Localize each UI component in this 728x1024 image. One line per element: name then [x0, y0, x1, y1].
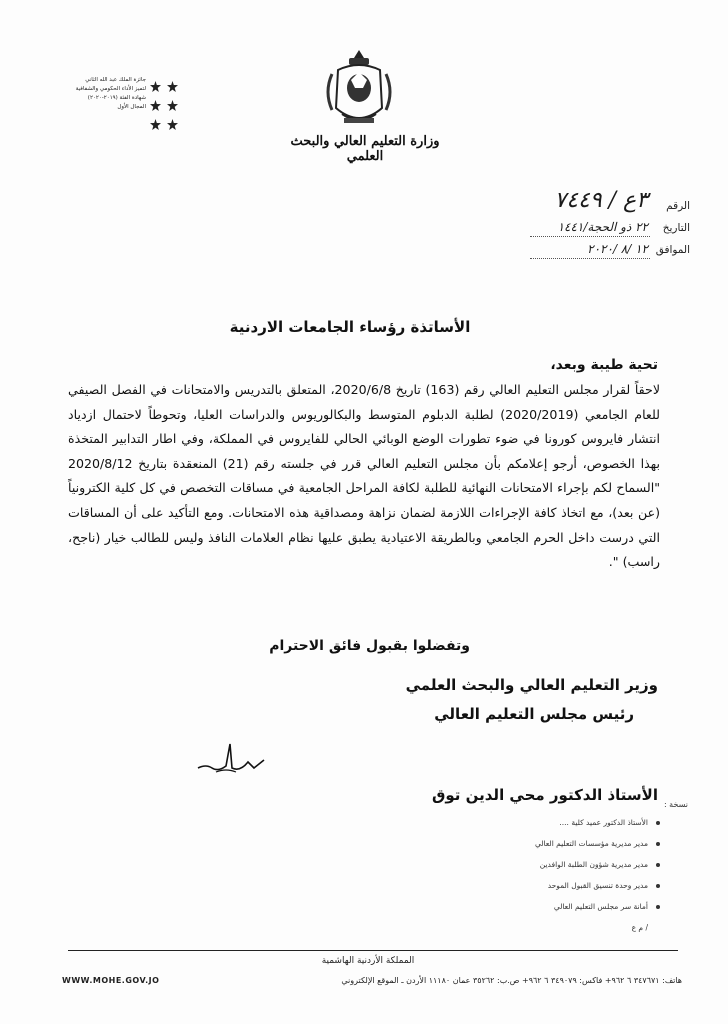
cc-heading: نسخة :	[663, 800, 688, 809]
bullet-icon	[656, 821, 660, 825]
award-line: شهادة الفئة (٢٠١٩-٢٠٢٠)	[87, 95, 146, 101]
bullet-icon	[656, 884, 660, 888]
bullet-icon	[656, 905, 660, 909]
reference-number-label: الرقم	[666, 200, 690, 212]
award-line: المجال الأول	[117, 104, 146, 110]
gregorian-date-value: ١٢ /٨ /٢٠٢٠	[587, 242, 648, 256]
ministry-name: وزارة التعليم العالي والبحث العلمي	[290, 134, 440, 164]
closing-line: وتفضلوا بقبول فائق الاحترام	[269, 638, 470, 654]
cc-initials: / م ع	[631, 923, 648, 932]
award-line: لتميز الأداء الحكومي والشفافية	[75, 86, 146, 92]
signer-name: الأستاذ الدكتور محي الدين توق	[431, 786, 658, 804]
reference-number-row	[510, 188, 690, 218]
signer-title-minister: وزير التعليم العالي والبحث العلمي	[405, 676, 658, 694]
recipient-line: الأساتذة رؤساء الجامعات الاردنية	[229, 318, 471, 336]
footer-country: المملكة الأردنية الهاشمية	[321, 956, 415, 966]
reference-number-value: ٣ع / ٧٤٤٩	[554, 188, 648, 213]
award-star-icon	[150, 119, 161, 130]
signer-title-council: رئيس مجلس التعليم العالي	[434, 705, 634, 723]
contact-details: هاتف: ٣٤٧٦٧١ ٦ ٩٦٢+ فاكس: ٣٤٩٠٧٩ ٦ ٩٦٢+ ص.ب: ٣٥٢٦٢ عمان ١١١٨٠ الأردن ـ الموقع الإلكتروني	[341, 976, 682, 985]
award-emblems	[150, 80, 180, 137]
cc-item: أمانة سر مجلس التعليم العالي	[553, 902, 648, 911]
gregorian-date-label: الموافق	[655, 244, 690, 256]
king-abdullah-award	[70, 76, 180, 146]
website-link[interactable]: WWW.MOHE.GOV.JO	[62, 976, 160, 985]
footer-contact	[62, 976, 682, 992]
award-star-icon	[150, 100, 161, 111]
footer-divider	[68, 950, 678, 951]
letter-body	[68, 378, 660, 575]
award-line: جائزة الملك عبد الله الثاني	[85, 77, 146, 83]
cc-item: مدير مديرية مؤسسات التعليم العالي	[534, 839, 648, 848]
award-star-icon	[150, 81, 161, 92]
award-star-icon	[167, 81, 178, 92]
reference-block	[510, 188, 690, 262]
award-star-icon	[167, 119, 178, 130]
hijri-date-value: ٢٢ ذو الحجة/١٤٤١	[557, 220, 648, 234]
body-paragraph: لاحقاً لقرار مجلس التعليم العالي رقم (163) تاريخ 2020/6/8، المتعلق بالتدريس والامتحانات في الفصل الصيفي للعام الجامعي (2020/2019) لطلبة الدبلوم المتوسط والبكالوريوس والدراسات العليا، وتحوطاً لاحتمال ازدياد انتشار فايروس كورونا في ضوء تطورات الوضع الوبائي الحالي للفايروس في المملكة، وفي اطار التدابير المتخذة بهذا الخصوص، أرجو إعلامكم بأن مجلس التعليم العالي قرر في جلسته رقم (21) المنعقدة بتاريخ 2020/8/12 "السماح لكم بإجراء الامتحانات النهائية للطلبة لكافة المراحل الجامعية في مساقات التخصص في كل كلية الكترونياً (عن بعد)، مع اتخاذ كافة الإجراءات اللازمة لضمان نزاهة ومصداقية هذه الامتحانات. ومع التأكيد على أن المساقات التي درست داخل الحرم الجامعي وبالطريقة الاعتيادية يطبق عليها نظام العلامات النافذ وليس للطالب خيار (ناجح، راسب) ".	[68, 382, 661, 570]
gregorian-date-row	[510, 240, 690, 262]
jordan-crest-icon	[318, 48, 400, 132]
award-text	[74, 76, 146, 112]
hijri-date-label: التاريخ	[662, 222, 690, 234]
cc-item: مدير مديرية شؤون الطلبة الوافدين	[539, 860, 648, 869]
dotted-line	[530, 258, 650, 259]
hijri-date-row	[510, 218, 690, 240]
greeting: تحية طيبة وبعد،	[550, 357, 658, 373]
dotted-line	[530, 236, 650, 237]
handwritten-signature	[196, 738, 266, 778]
bullet-icon	[656, 842, 660, 846]
bullet-icon	[656, 863, 660, 867]
cc-item: مدير وحدة تنسيق القبول الموحد	[547, 881, 648, 890]
award-star-icon	[167, 100, 178, 111]
cc-item: الأستاذ الدكتور عميد كلية ....	[559, 818, 648, 827]
